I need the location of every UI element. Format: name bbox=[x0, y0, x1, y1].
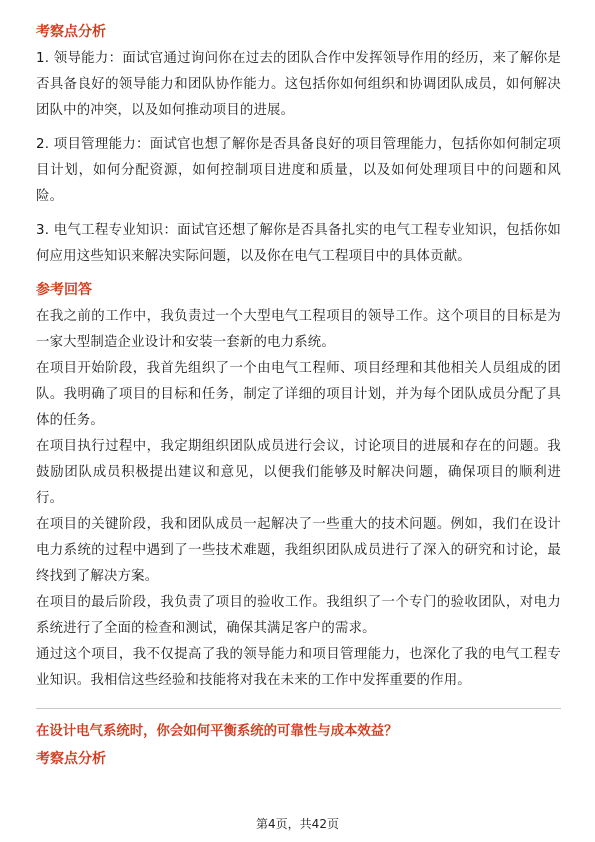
analysis-item-3: 3. 电气工程专业知识：面试官还想了解你是否具备扎实的电气工程专业知识，包括你如何应用这些知识来解决实际问题，以及你在电气工程项目中的具体贡献。 bbox=[36, 223, 561, 264]
next-section-title-analysis: 考察点分析 bbox=[36, 751, 106, 767]
document-page bbox=[36, 22, 561, 773]
analysis-item-2: 2. 项目管理能力：面试官也想了解你是否具备良好的项目管理能力，包括你如何制定项目计划，如何分配资源，如何控制项目进度和质量，以及如何处理项目中的问题和风险。 bbox=[36, 137, 561, 204]
answer-paragraph-3: 在项目执行过程中，我定期组织团队成员进行会议，讨论项目的进展和存在的问题。我鼓励团队成员积极提出建议和意见，以便我们能够及时解决问题，确保项目的顺利进行。 bbox=[36, 439, 561, 506]
next-question-heading: 在设计电气系统时，你会如何平衡系统的可靠性与成本效益？ bbox=[36, 724, 398, 739]
section-divider bbox=[36, 708, 561, 709]
answer-paragraph-2: 在项目开始阶段，我首先组织了一个由电气工程师、项目经理和其他相关人员组成的团队。我明确了项目的目标和任务，制定了详细的项目计划，并为每个团队成员分配了具体的任务。 bbox=[36, 361, 561, 428]
answer-paragraph-5: 在项目的最后阶段，我负责了项目的验收工作。我组织了一个专门的验收团队，对电力系统进行了全面的检查和测试，确保其满足客户的需求。 bbox=[36, 595, 561, 636]
section-title-answer: 参考回答 bbox=[36, 282, 92, 298]
section-title-analysis: 考察点分析 bbox=[36, 24, 106, 40]
answer-paragraph-6: 通过这个项目，我不仅提高了我的领导能力和项目管理能力，也深化了我的电气工程专业知识。我相信这些经验和技能将对我在未来的工作中发挥重要的作用。 bbox=[36, 647, 561, 688]
answer-paragraph-1: 在我之前的工作中，我负责过一个大型电气工程项目的领导工作。这个项目的目标是为一家大型制造企业设计和安装一套新的电力系统。 bbox=[36, 309, 561, 350]
answer-paragraph-4: 在项目的关键阶段，我和团队成员一起解决了一些重大的技术问题。例如，我们在设计电力系统的过程中遇到了一些技术难题，我组织团队成员进行了深入的研究和讨论，最终找到了解决方案。 bbox=[36, 517, 561, 584]
page-number: 第4页，共42页 bbox=[256, 817, 339, 831]
analysis-item-1: 1. 领导能力：面试官通过询问你在过去的团队合作中发挥领导作用的经历，来了解你是否具备良好的领导能力和团队协作能力。这包括你如何组织和协调团队成员，如何解决团队中的冲突，以及如何推动项目的进展。 bbox=[36, 51, 561, 118]
